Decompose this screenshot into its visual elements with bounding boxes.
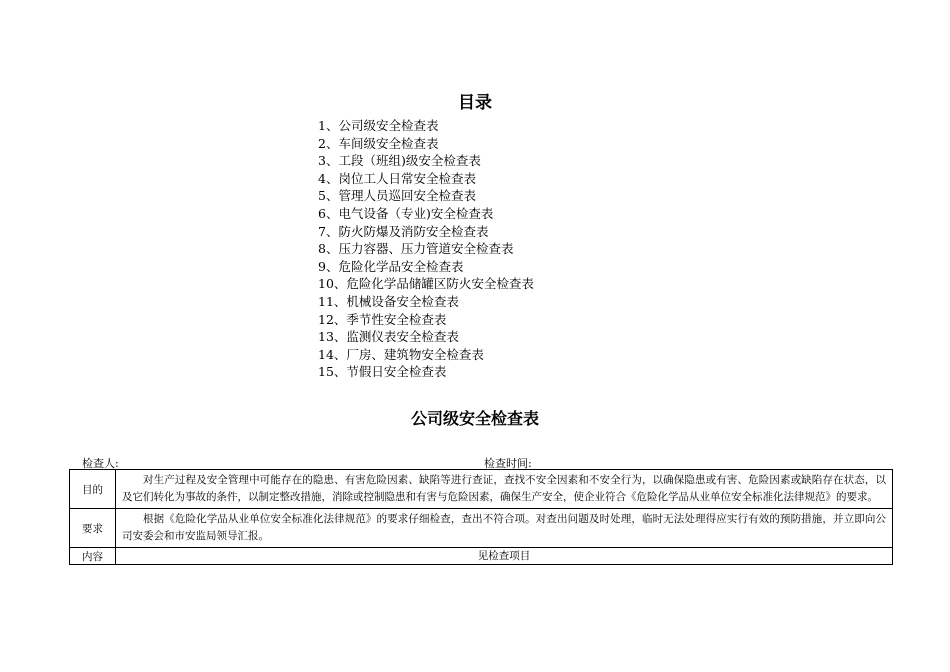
row-label-purpose: 目的 — [70, 470, 116, 509]
row-text-purpose — [116, 470, 893, 509]
requirement-text: 根据《危险化学品从业单位安全标准化法律规范》的要求仔细检查，查出不符合项。对查出问题及时处理，临时无法处理得应实行有效的预防措施，并立即向公司安委会和市安监局领导汇报。 — [122, 513, 886, 542]
toc-item: 10、危险化学品储罐区防火安全检查表 — [318, 276, 534, 292]
toc-item: 6、电气设备（专业)安全检查表 — [318, 205, 494, 221]
toc-item: 4、岗位工人日常安全检查表 — [318, 170, 476, 186]
table-row-purpose — [70, 470, 893, 509]
content-text: 见检查项目 — [116, 548, 893, 565]
row-text-requirement — [116, 509, 893, 548]
toc-item: 9、危险化学品安全检查表 — [318, 258, 464, 274]
toc-list — [318, 117, 534, 381]
toc-item: 5、管理人员巡回安全检查表 — [318, 188, 476, 204]
section-title: 公司级安全检查表 — [410, 409, 539, 428]
row-label-requirement: 要求 — [70, 509, 116, 548]
table-row-requirement — [70, 509, 893, 548]
inspector-label: 检查人: — [82, 457, 119, 470]
table-row-content — [70, 548, 893, 565]
toc-item: 14、厂房、建筑物安全检查表 — [318, 346, 484, 362]
toc-item: 13、监测仪表安全检查表 — [318, 329, 459, 345]
inspection-time-label: 检查时间: — [484, 457, 532, 470]
checklist-table — [69, 469, 893, 565]
toc-item: 8、压力容器、压力管道安全检查表 — [318, 241, 514, 257]
toc-item: 1、公司级安全检查表 — [318, 118, 439, 133]
toc-title: 目录 — [458, 93, 492, 113]
toc-item: 11、机械设备安全检查表 — [318, 293, 459, 309]
toc-item: 2、车间级安全检查表 — [318, 135, 439, 151]
toc-item: 3、工段（班组)级安全检查表 — [318, 153, 481, 169]
toc-item: 12、季节性安全检查表 — [318, 311, 447, 327]
toc-item: 15、节假日安全检查表 — [318, 364, 447, 380]
row-label-content: 内容 — [70, 548, 116, 565]
toc-item: 7、防火防爆及消防安全检查表 — [318, 223, 489, 239]
purpose-text: 对生产过程及安全管理中可能存在的隐患、有害危险因素、缺陷等进行查证，查找不安全因素和不安全行为，以确保隐患或有害、危险因素或缺陷存在状态，以及它们转化为事故的条件，以制定整改措施，消除或控制隐患和有害与危险因素，确保生产安全，使企业符合《危险化学品从业单位安全标准化法律规范》的要求。 — [122, 474, 886, 503]
